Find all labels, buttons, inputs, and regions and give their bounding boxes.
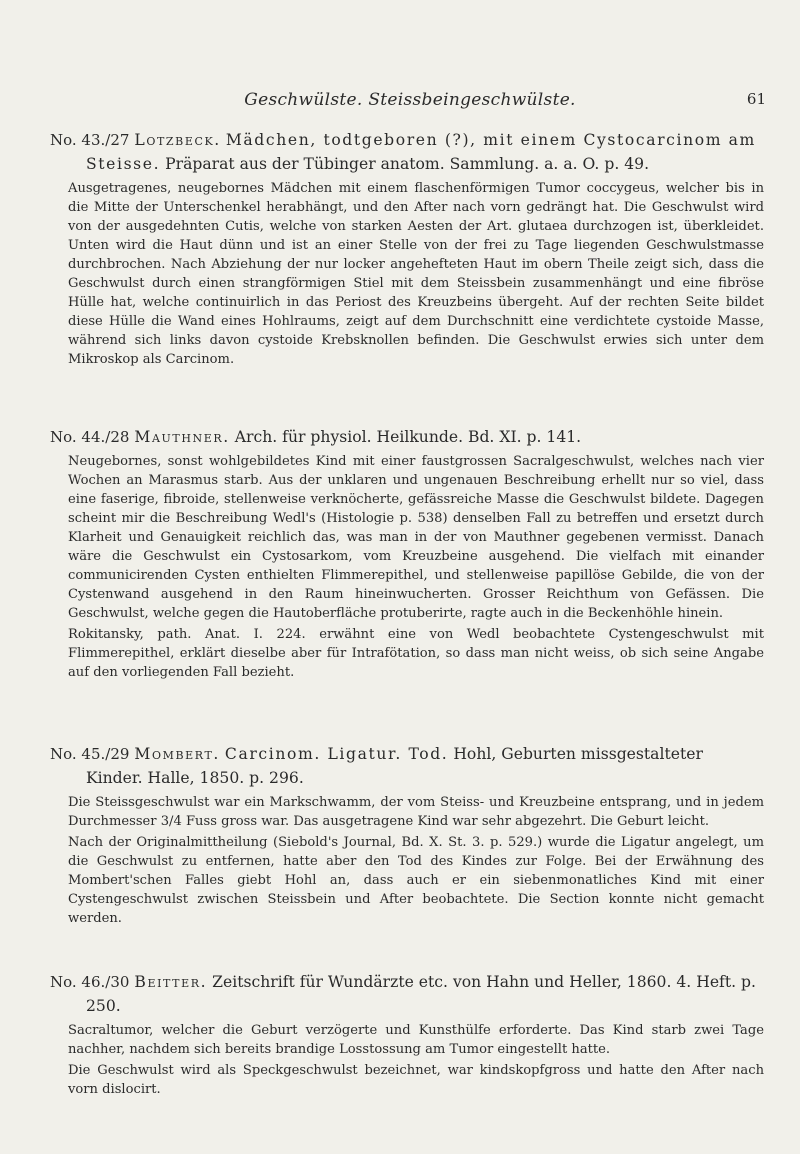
- entry-heading: [50, 742, 764, 790]
- entry-citation: Mädchen, todtgeboren (?), mit einem Cystocarcinom am Steisse.: [86, 131, 756, 173]
- entry-paragraph: Sacraltumor, welcher die Geburt verzögerte und Kunsthülfe erforderte. Das Kind starb zwei Tage nachher, nachdem sich bereits brandige Losstossung am Tumor eingestellt hatte.: [68, 1023, 764, 1057]
- entry-heading: [50, 425, 764, 449]
- case-entry-43: [50, 128, 764, 369]
- entry-heading: [50, 970, 764, 1018]
- entry-citation: Carcinom. Ligatur. Tod.: [224, 745, 449, 763]
- entry-source: Zeitschrift für Wundärzte etc. von Hahn und Heller, 1860. 4. Heft. p. 250.: [86, 973, 756, 1015]
- entry-paragraph: Die Steissgeschwulst war ein Markschwamm, der vom Steiss- und Kreuzbeine entsprang, und in jedem Durchmesser 3/4 Fuss gross war. Das ausgetragene Kind war sehr abgezehrt. Die Geburt leicht.: [68, 795, 764, 829]
- entry-number: No. 44./28: [50, 428, 130, 446]
- entry-paragraph: Die Geschwulst wird als Speckgeschwulst bezeichnet, war kindskopfgross und hatte den After nach vorn dislocirt.: [68, 1063, 764, 1097]
- case-entry-44: [50, 425, 764, 682]
- entry-number: No. 46./30: [50, 973, 130, 991]
- entry-number: No. 45./29: [50, 745, 130, 763]
- entry-paragraph: Neugebornes, sonst wohlgebildetes Kind mit einer faustgrossen Sacralgeschwulst, welches nach vier Wochen an Marasmus starb. Aus der unklaren und ungenauen Beschreibung erhellt nur so viel, dass eine faserige, fibroide, stellenweise verknöcherte, gefässreiche Masse die Geschwulst bildete. Dagegen scheint mir die Beschreibung Wedl's (Histologie p. 538) denselben Fall zu betreffen und ersetzt durch Klarheit und Genauigkeit reichlich das, was man in der von Mauthner gegebenen vermisst. Danach wäre die Geschwulst ein Cystosarkom, vom Kreuzbeine ausgehend. Die vielfach mit einander communicirenden Cysten enthielten Flimmerepithel, und stellenweise papillöse Gebilde, die von der Cystenwand ausgehend in den Raum hineinwucherten. Grosser Reichthum von Gefässen. Die Geschwulst, welche gegen die Hautoberfläche protuberirte, ragte auch in die Beckenhöhle hinein.: [68, 454, 764, 621]
- entry-author: Mauthner.: [134, 428, 230, 446]
- page-header: [0, 90, 800, 116]
- entry-paragraph: Rokitansky, path. Anat. I. 224. erwähnt eine von Wedl beobachtete Cystengeschwulst mit Flimmerepithel, erklärt dieselbe aber für Intrafötation, so dass man nicht weiss, ob sich seine Angabe auf den vorliegenden Fall bezieht.: [68, 627, 764, 680]
- entry-source: Hohl, Geburten missgestalteter Kinder. Halle, 1850. p. 296.: [86, 745, 703, 787]
- entry-author: Beitter.: [134, 973, 208, 991]
- entry-author: Mombert.: [134, 745, 220, 763]
- entry-source: Präparat aus der Tübinger anatom. Sammlung. a. a. O. p. 49.: [165, 155, 650, 173]
- entry-source: Arch. für physiol. Heilkunde. Bd. XI. p. 141.: [234, 428, 582, 446]
- case-entry-45: [50, 742, 764, 928]
- entry-paragraph: Nach der Originalmittheilung (Siebold's Journal, Bd. X. St. 3. p. 529.) wurde die Ligatur angelegt, um die Geschwulst zu entfernen, hatte aber den Tod des Kindes zur Folge. Bei der Erwähnung des Mombert'schen Falles giebt Hohl an, dass auch er ein siebenmonatliches Kind mit einer Cystengeschwulst zwischen Steissbein und After beobachtete. Die Section konnte nicht gemacht werden.: [68, 835, 764, 926]
- case-entry-46: [50, 970, 764, 1099]
- running-title: Geschwülste. Steissbeingeschwülste.: [244, 90, 576, 110]
- entry-author: Lotzbeck.: [134, 131, 221, 149]
- entry-paragraph: Ausgetragenes, neugebornes Mädchen mit einem flaschenförmigen Tumor coccygeus, welcher bis in die Mitte der Unterschenkel herabhängt, und den After nach vorn gedrängt hat. Die Geschwulst wird von der ausgedehnten Cutis, welche von starken Aesten der Art. glutaea durchzogen ist, überkleidet. Unten wird die Haut dünn und ist an einer Stelle von der frei zu Tage liegenden Geschwulstmasse durchbrochen. Nach Abziehung der nur locker angehefteten Haut im obern Theile zeigt sich, dass die Geschwulst durch einen strangförmigen Stiel mit dem Steissbein zusammenhängt und eine fibröse Hülle hat, welche continuirlich in das Periost des Kreuzbeins übergeht. Auf der rechten Seite bildet diese Hülle die Wand eines Hohlraums, zeigt auf dem Durchschnitt eine verdichtete cystoide Masse, während sich links davon cystoide Krebsknollen befinden. Die Geschwulst erwies sich unter dem Mikroskop als Carcinom.: [68, 181, 764, 367]
- entry-heading: [50, 128, 764, 176]
- page-number: 61: [746, 90, 766, 108]
- entry-number: No. 43./27: [50, 131, 130, 149]
